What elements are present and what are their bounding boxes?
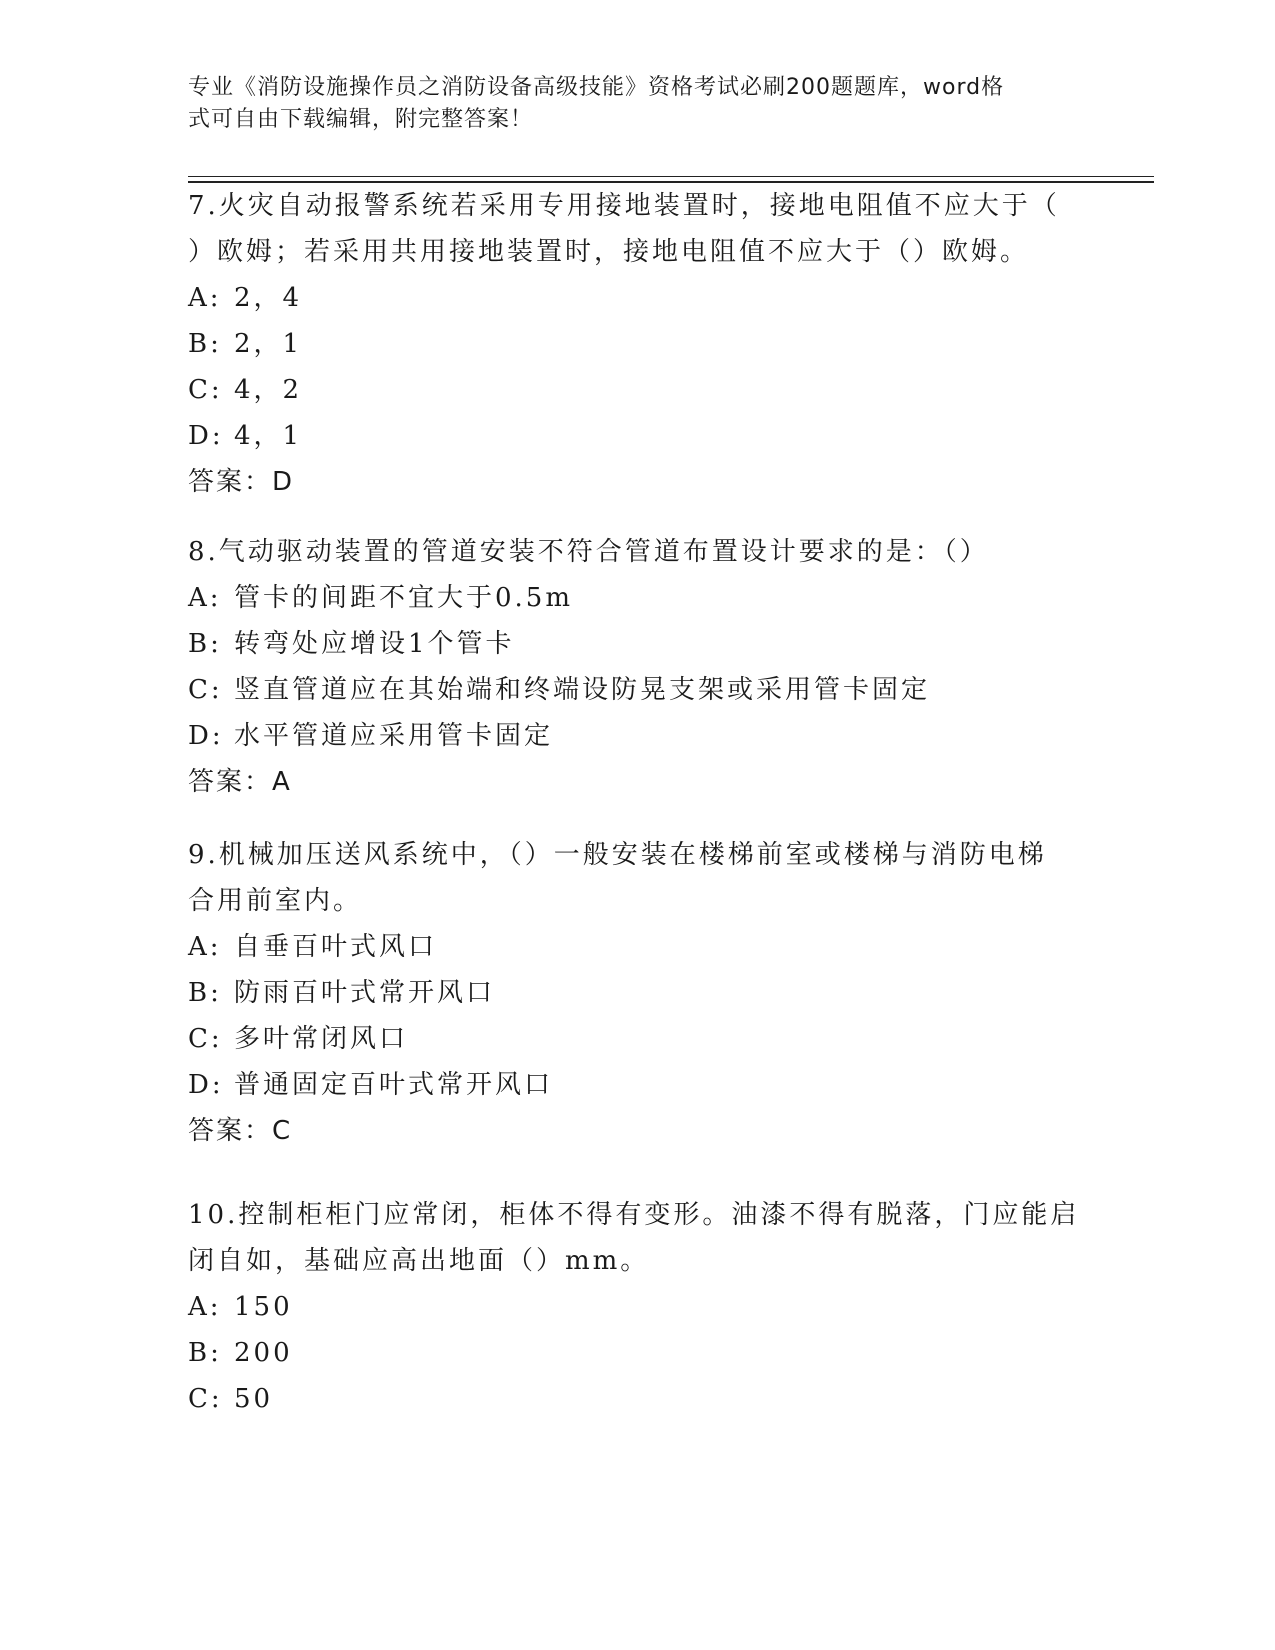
answer-label: 答案：A (188, 767, 292, 797)
option-text: 多叶常闭风口 (234, 1024, 409, 1054)
option-c (188, 667, 1088, 713)
option-letter: B: (188, 629, 222, 659)
option-b (188, 321, 1088, 367)
option-c (188, 367, 1088, 413)
option-letter: A: (188, 932, 222, 962)
option-letter: C: (188, 1024, 223, 1054)
question-9 (188, 832, 1088, 1154)
question-text-line-2: ）欧姆；若采用共用接地装置时，接地电阻值不应大于（）欧姆。 (188, 237, 1030, 267)
option-text: 150 (234, 1292, 293, 1322)
question-7 (188, 183, 1088, 505)
option-letter: B: (188, 978, 222, 1008)
header-divider-thin (188, 176, 1154, 177)
option-letter: A: (188, 283, 222, 313)
option-d (188, 713, 1088, 759)
question-8 (188, 529, 1088, 805)
option-letter: B: (188, 329, 222, 359)
option-text: 管卡的间距不宜大于0.5m (234, 583, 574, 613)
header-line-1: 专业《消防设施操作员之消防设备高级技能》资格考试必刷200题题库，word格 (188, 75, 1005, 100)
option-c (188, 1016, 1088, 1062)
option-letter: B: (188, 1338, 222, 1368)
question-text-line-2: 闭自如，基础应高出地面（）mm。 (188, 1246, 650, 1276)
answer-label: 答案：C (188, 1116, 293, 1146)
option-d (188, 1062, 1088, 1108)
question-text-line-1: 10.控制柜柜门应常闭，柜体不得有变形。油漆不得有脱落，门应能启 (188, 1200, 1080, 1230)
question-text-line-1: 7.火灾自动报警系统若采用专用接地装置时，接地电阻值不应大于（ (188, 191, 1060, 221)
option-text: 转弯处应增设1个管卡 (234, 629, 515, 659)
question-10 (188, 1192, 1088, 1422)
option-text: 4，2 (234, 375, 303, 405)
option-a (188, 924, 1088, 970)
option-letter: D: (188, 1070, 224, 1100)
option-text: 自垂百叶式风口 (234, 932, 438, 962)
option-letter: D: (188, 721, 224, 751)
option-letter: A: (188, 1292, 222, 1322)
option-b (188, 970, 1088, 1016)
option-letter: A: (188, 583, 222, 613)
option-text: 2，4 (234, 283, 303, 313)
option-a (188, 1284, 1088, 1330)
option-text: 水平管道应采用管卡固定 (234, 721, 554, 751)
option-text: 200 (234, 1338, 293, 1368)
option-letter: C: (188, 675, 223, 705)
option-letter: C: (188, 1384, 223, 1414)
option-b (188, 621, 1088, 667)
header-line-2: 式可自由下载编辑，附完整答案！ (188, 107, 534, 132)
option-a (188, 575, 1088, 621)
option-text: 4，1 (234, 421, 303, 451)
option-text: 2，1 (234, 329, 303, 359)
question-text-line-2: 合用前室内。 (188, 886, 363, 916)
answer-label: 答案：D (188, 467, 295, 497)
question-text-line-1: 8.气动驱动装置的管道安装不符合管道布置设计要求的是：（） (188, 537, 989, 567)
question-text-line-1: 9.机械加压送风系统中，（）一般安装在楼梯前室或楼梯与消防电梯 (188, 840, 1047, 870)
option-c (188, 1376, 1088, 1422)
option-d (188, 413, 1088, 459)
option-text: 50 (234, 1384, 274, 1414)
option-letter: D: (188, 421, 224, 451)
option-b (188, 1330, 1088, 1376)
option-a (188, 275, 1088, 321)
option-text: 竖直管道应在其始端和终端设防晃支架或采用管卡固定 (234, 675, 931, 705)
option-text: 普通固定百叶式常开风口 (234, 1070, 554, 1100)
option-text: 防雨百叶式常开风口 (234, 978, 496, 1008)
option-letter: C: (188, 375, 223, 405)
document-header (188, 72, 1068, 136)
